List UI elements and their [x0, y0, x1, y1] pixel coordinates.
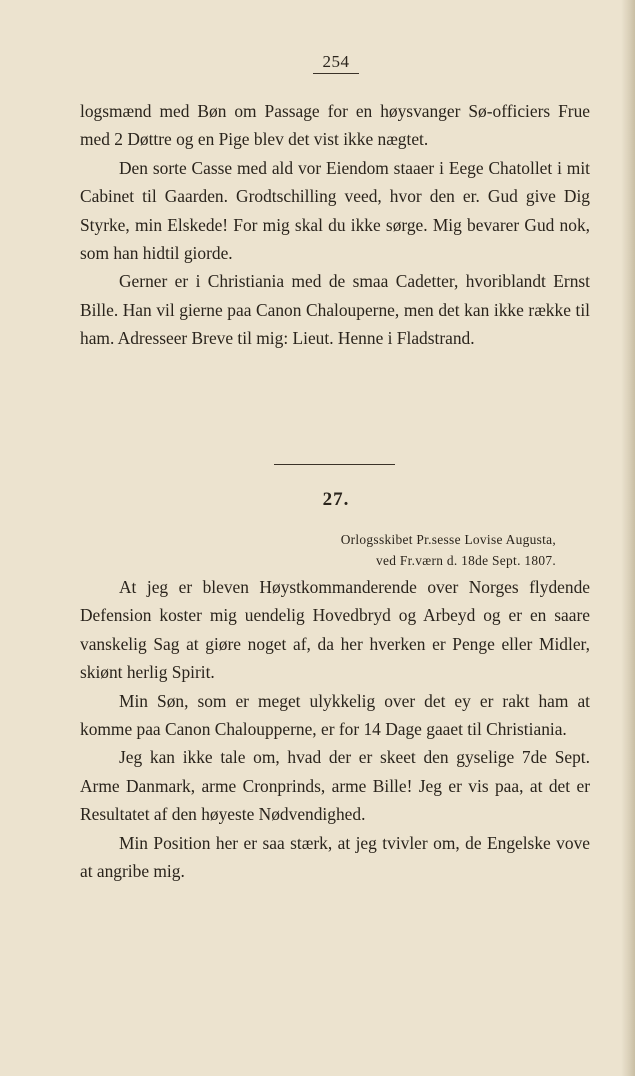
dateline-place: Orlogsskibet Pr.sesse Lovise Augusta,: [340, 532, 556, 547]
page-number: 254: [313, 52, 359, 74]
continuation-text: [80, 97, 590, 353]
paragraph: Jeg kan ikke tale om, hvad der er skeet den gyselige 7de Sept. Arme Danmark, arme Cronprinds, arme Bille! Jeg er vis paa, at det er Resultatet af den høyeste Nødvendighed.: [80, 747, 590, 825]
paragraph: logsmænd med Bøn om Passage for en høysvanger Sø-officiers Frue med 2 Døttre og en Pige blev det vist ikke nægtet.: [80, 101, 590, 150]
paragraph: Gerner er i Christiania med de smaa Cadetter, hvoriblandt Ernst Bille. Han vil gierne paa Canon Chalouperne, men det kan ikke række til ham. Adresseer Breve til mig: Lieut. Henne i Fladstrand.: [80, 271, 590, 349]
paragraph: Den sorte Casse med ald vor Eiendom staaer i Eege Chatollet i mit Cabinet til Gaarden. Grodtschilling veed, hvor den er. Gud give Dig Styrke, min Elskede! For mig skal du ikke sørge. Mig bevarer Gud nok, som han hidtil giorde.: [80, 157, 590, 264]
section-divider: [274, 464, 395, 465]
paragraph: At jeg er bleven Høystkommanderende over Norges flydende Defension koster mig uendelig Hovedbryd og Arbeyd og er en saare vanskelig Sag at giøre noget af, da her hverken er Penge eller Midler, skiønt herlig Spirit.: [80, 577, 590, 683]
dateline-date: ved Fr.værn d. 18de Sept. 1807.: [375, 553, 556, 568]
paragraph: Min Position her er saa stærk, at jeg tvivler om, de Engelske vove at angribe mig.: [80, 832, 590, 882]
paragraph: Min Søn, som er meget ulykkelig over det ey er rakt ham at komme paa Canon Chaloupperne, er for 14 Dage gaaet til Christiania.: [80, 690, 590, 740]
letter-body: [80, 573, 590, 885]
page-edge: [621, 0, 635, 1076]
letter-number: 27.: [322, 489, 350, 510]
